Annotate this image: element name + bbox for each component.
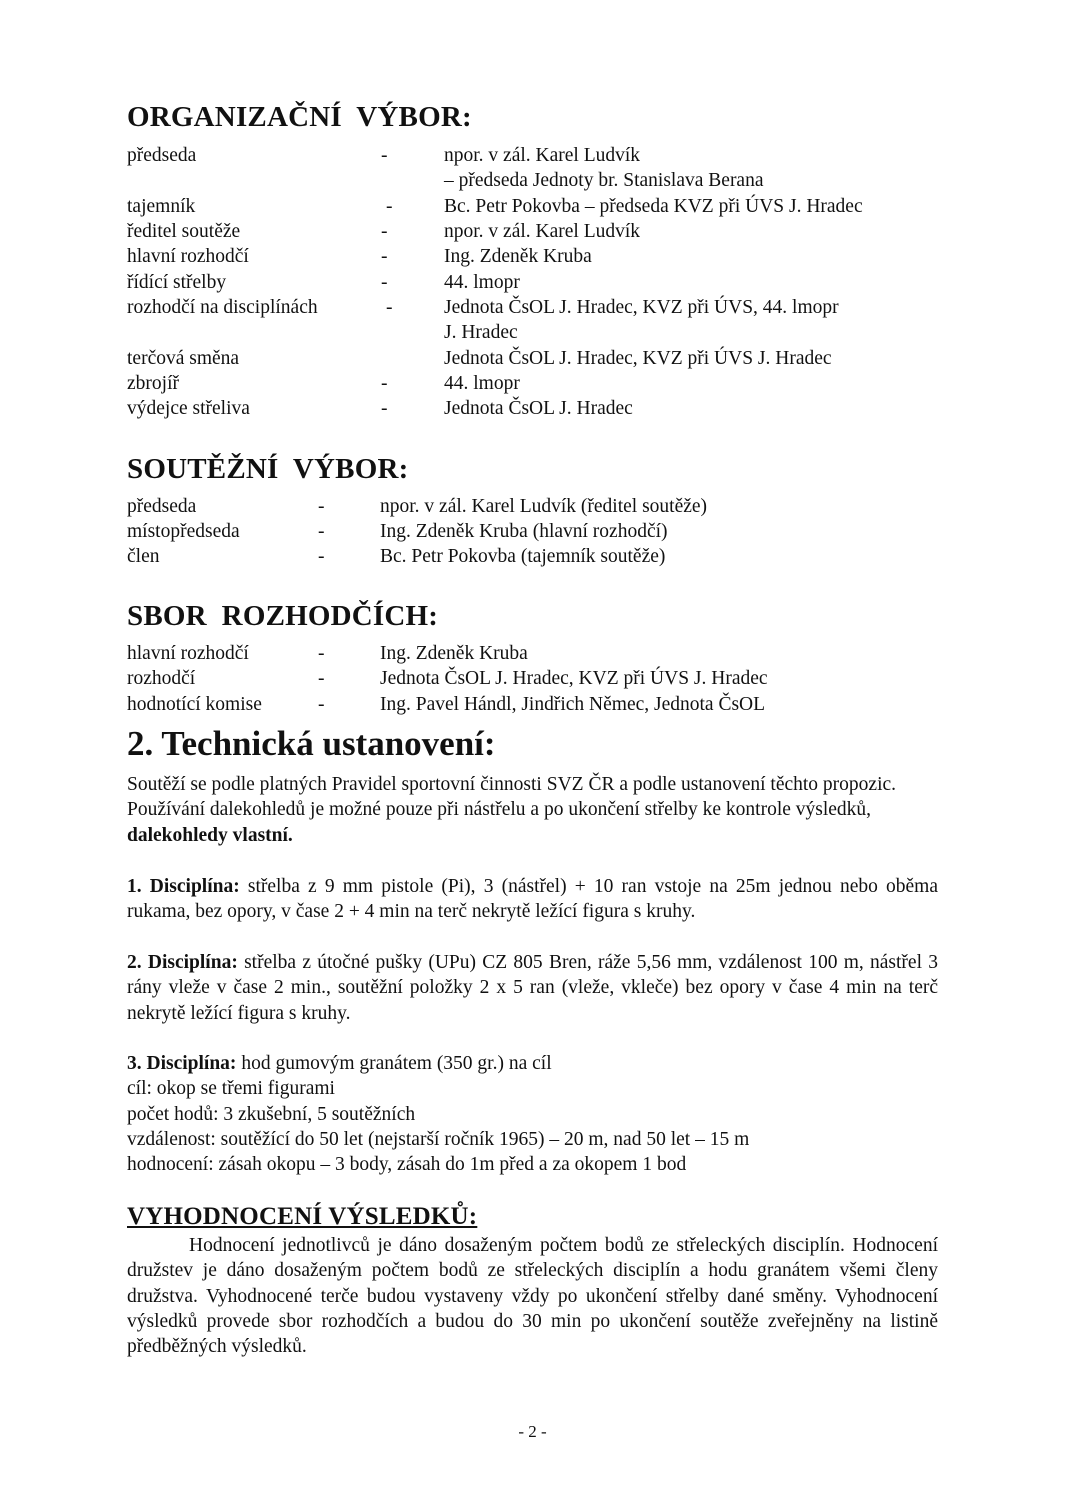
role-label: předseda bbox=[127, 496, 197, 517]
dash: - bbox=[318, 694, 325, 715]
discipline-3 bbox=[127, 1051, 938, 1177]
role-label: hlavní rozhodčí bbox=[127, 643, 249, 664]
discipline-1-text: střelba z 9 mm pistole (Pi), 3 (nástřel) + 10 ran vstoje na 25m jednou nebo oběma rukama, bez opory, v čase 2 + 4 min na terč nekrytě ležící figura s kruhy. bbox=[127, 876, 939, 923]
discipline-2-text: střelba z útočné pušky (UPu) CZ 805 Bren, ráže 5,56 mm, vzdálenost 100 m, nástřel 3 rány vleže v čase 2 min., soutěžní položky 2 x 5 ran (vleže, vkleče) bez opory v čase 4 min na terč nekrytě ležící figura s kruhy. bbox=[127, 952, 939, 1024]
discipline-1-label: 1. Disciplína: bbox=[127, 876, 240, 897]
dash: - bbox=[318, 643, 325, 664]
page-number: - 2 - bbox=[518, 1422, 547, 1441]
dash: - bbox=[318, 546, 325, 567]
dash: - bbox=[381, 145, 388, 166]
role-label: místopředseda bbox=[127, 521, 240, 542]
dash: - bbox=[381, 373, 388, 394]
dash: - bbox=[318, 668, 325, 689]
org-committee-heading: ORGANIZAČNÍ VÝBOR: bbox=[127, 101, 472, 133]
role-label: řídící střelby bbox=[127, 272, 227, 293]
discipline-3-line: cíl: okop se třemi figurami bbox=[127, 1078, 335, 1100]
dash: - bbox=[381, 272, 388, 293]
role-value: – předseda Jednoty br. Stanislava Berana bbox=[444, 170, 764, 191]
technical-heading: 2. Technická ustanovení: bbox=[127, 724, 496, 763]
role-label: zbrojíř bbox=[127, 373, 179, 394]
dash: - bbox=[318, 521, 325, 542]
discipline-2-label: 2. Disciplína: bbox=[127, 952, 238, 973]
evaluation-text: Hodnocení jednotlivců je dáno dosaženým počtem bodů ze střeleckých disciplín. Hodnocení družstev je dáno dosaženým počtem bodů ze střeleckých disciplín a hodu granátem všemi členy družstva. Vyhodnocené terče budou vystaveny vždy po ukončení střelby dané směny. Vyhodnocení výsledků provede sbor rozhodčích a budou do 30 min po ukončení soutěže zveřejněny na listině předběžných výsledků. bbox=[127, 1235, 938, 1358]
referees-heading: SBOR ROZHODČÍCH: bbox=[127, 600, 439, 632]
role-value: J. Hradec bbox=[444, 322, 518, 343]
role-label: výdejce střeliva bbox=[127, 398, 250, 419]
dash: - bbox=[318, 496, 325, 517]
role-label: ředitel soutěže bbox=[127, 221, 241, 242]
role-value: Bc. Petr Pokovba – předseda KVZ při ÚVS J. Hradec bbox=[444, 196, 863, 217]
role-value: Ing. Zdeněk Kruba bbox=[444, 246, 592, 267]
discipline-3-line: počet hodů: 3 zkušební, 5 soutěžních bbox=[127, 1103, 416, 1125]
role-label: hodnotící komise bbox=[127, 694, 262, 715]
role-value: 44. lmopr bbox=[444, 272, 520, 293]
role-label: rozhodčí bbox=[127, 668, 196, 689]
discipline-3-head bbox=[127, 1051, 938, 1076]
dash: - bbox=[386, 297, 393, 318]
discipline-3-line: vzdálenost: soutěžící do 50 let (nejstarší ročník 1965) – 20 m, nad 50 let – 15 m bbox=[127, 1128, 750, 1150]
role-value: 44. lmopr bbox=[444, 373, 520, 394]
role-value: npor. v zál. Karel Ludvík bbox=[444, 145, 641, 166]
discipline-3-line: hodnocení: zásah okopu – 3 body, zásah do 1m před a za okopem 1 bod bbox=[127, 1154, 687, 1176]
discipline-3-label: 3. Disciplína: bbox=[127, 1053, 237, 1074]
role-value: npor. v zál. Karel Ludvík (ředitel soutěže) bbox=[380, 496, 708, 517]
dash: - bbox=[381, 398, 388, 419]
role-label: tajemník bbox=[127, 196, 196, 217]
competition-committee-heading: SOUTĚŽNÍ VÝBOR: bbox=[127, 453, 409, 485]
role-label: předseda bbox=[127, 145, 197, 166]
discipline-1 bbox=[127, 874, 938, 925]
technical-intro-bold: dalekohledy vlastní. bbox=[127, 824, 293, 846]
technical-intro-text: Soutěží se podle platných Pravidel sportovní činnosti SVZ ČR a podle ustanovení těchto propozic. Používání dalekohledů je možné pouze při nástřelu a po ukončení střelby ke kontrole výsledků, bbox=[127, 774, 897, 821]
role-value: Jednota ČsOL J. Hradec, KVZ při ÚVS J. Hradec bbox=[380, 668, 768, 689]
role-value: Bc. Petr Pokovba (tajemník soutěže) bbox=[380, 546, 666, 567]
dash: - bbox=[381, 246, 388, 267]
evaluation-heading: VYHODNOCENÍ VÝSLEDKŮ: bbox=[127, 1203, 478, 1230]
role-label: hlavní rozhodčí bbox=[127, 246, 249, 267]
role-label: terčová směna bbox=[127, 348, 240, 369]
discipline-2 bbox=[127, 950, 938, 1026]
role-value: Ing. Pavel Hándl, Jindřich Němec, Jednota ČsOL bbox=[380, 694, 766, 715]
dash: - bbox=[381, 221, 388, 242]
technical-intro bbox=[127, 772, 938, 848]
role-value: npor. v zál. Karel Ludvík bbox=[444, 221, 641, 242]
role-value: Ing. Zdeněk Kruba bbox=[380, 643, 528, 664]
role-label: člen bbox=[127, 546, 160, 567]
discipline-3-text: hod gumovým granátem (350 gr.) na cíl bbox=[241, 1053, 552, 1074]
role-value: Jednota ČsOL J. Hradec bbox=[444, 398, 633, 419]
dash: - bbox=[386, 196, 393, 217]
role-value: Jednota ČsOL J. Hradec, KVZ při ÚVS, 44. lmopr bbox=[444, 297, 839, 318]
role-value: Jednota ČsOL J. Hradec, KVZ při ÚVS J. Hradec bbox=[444, 348, 832, 369]
role-label: rozhodčí na disciplínách bbox=[127, 297, 318, 318]
role-value: Ing. Zdeněk Kruba (hlavní rozhodčí) bbox=[380, 521, 668, 542]
